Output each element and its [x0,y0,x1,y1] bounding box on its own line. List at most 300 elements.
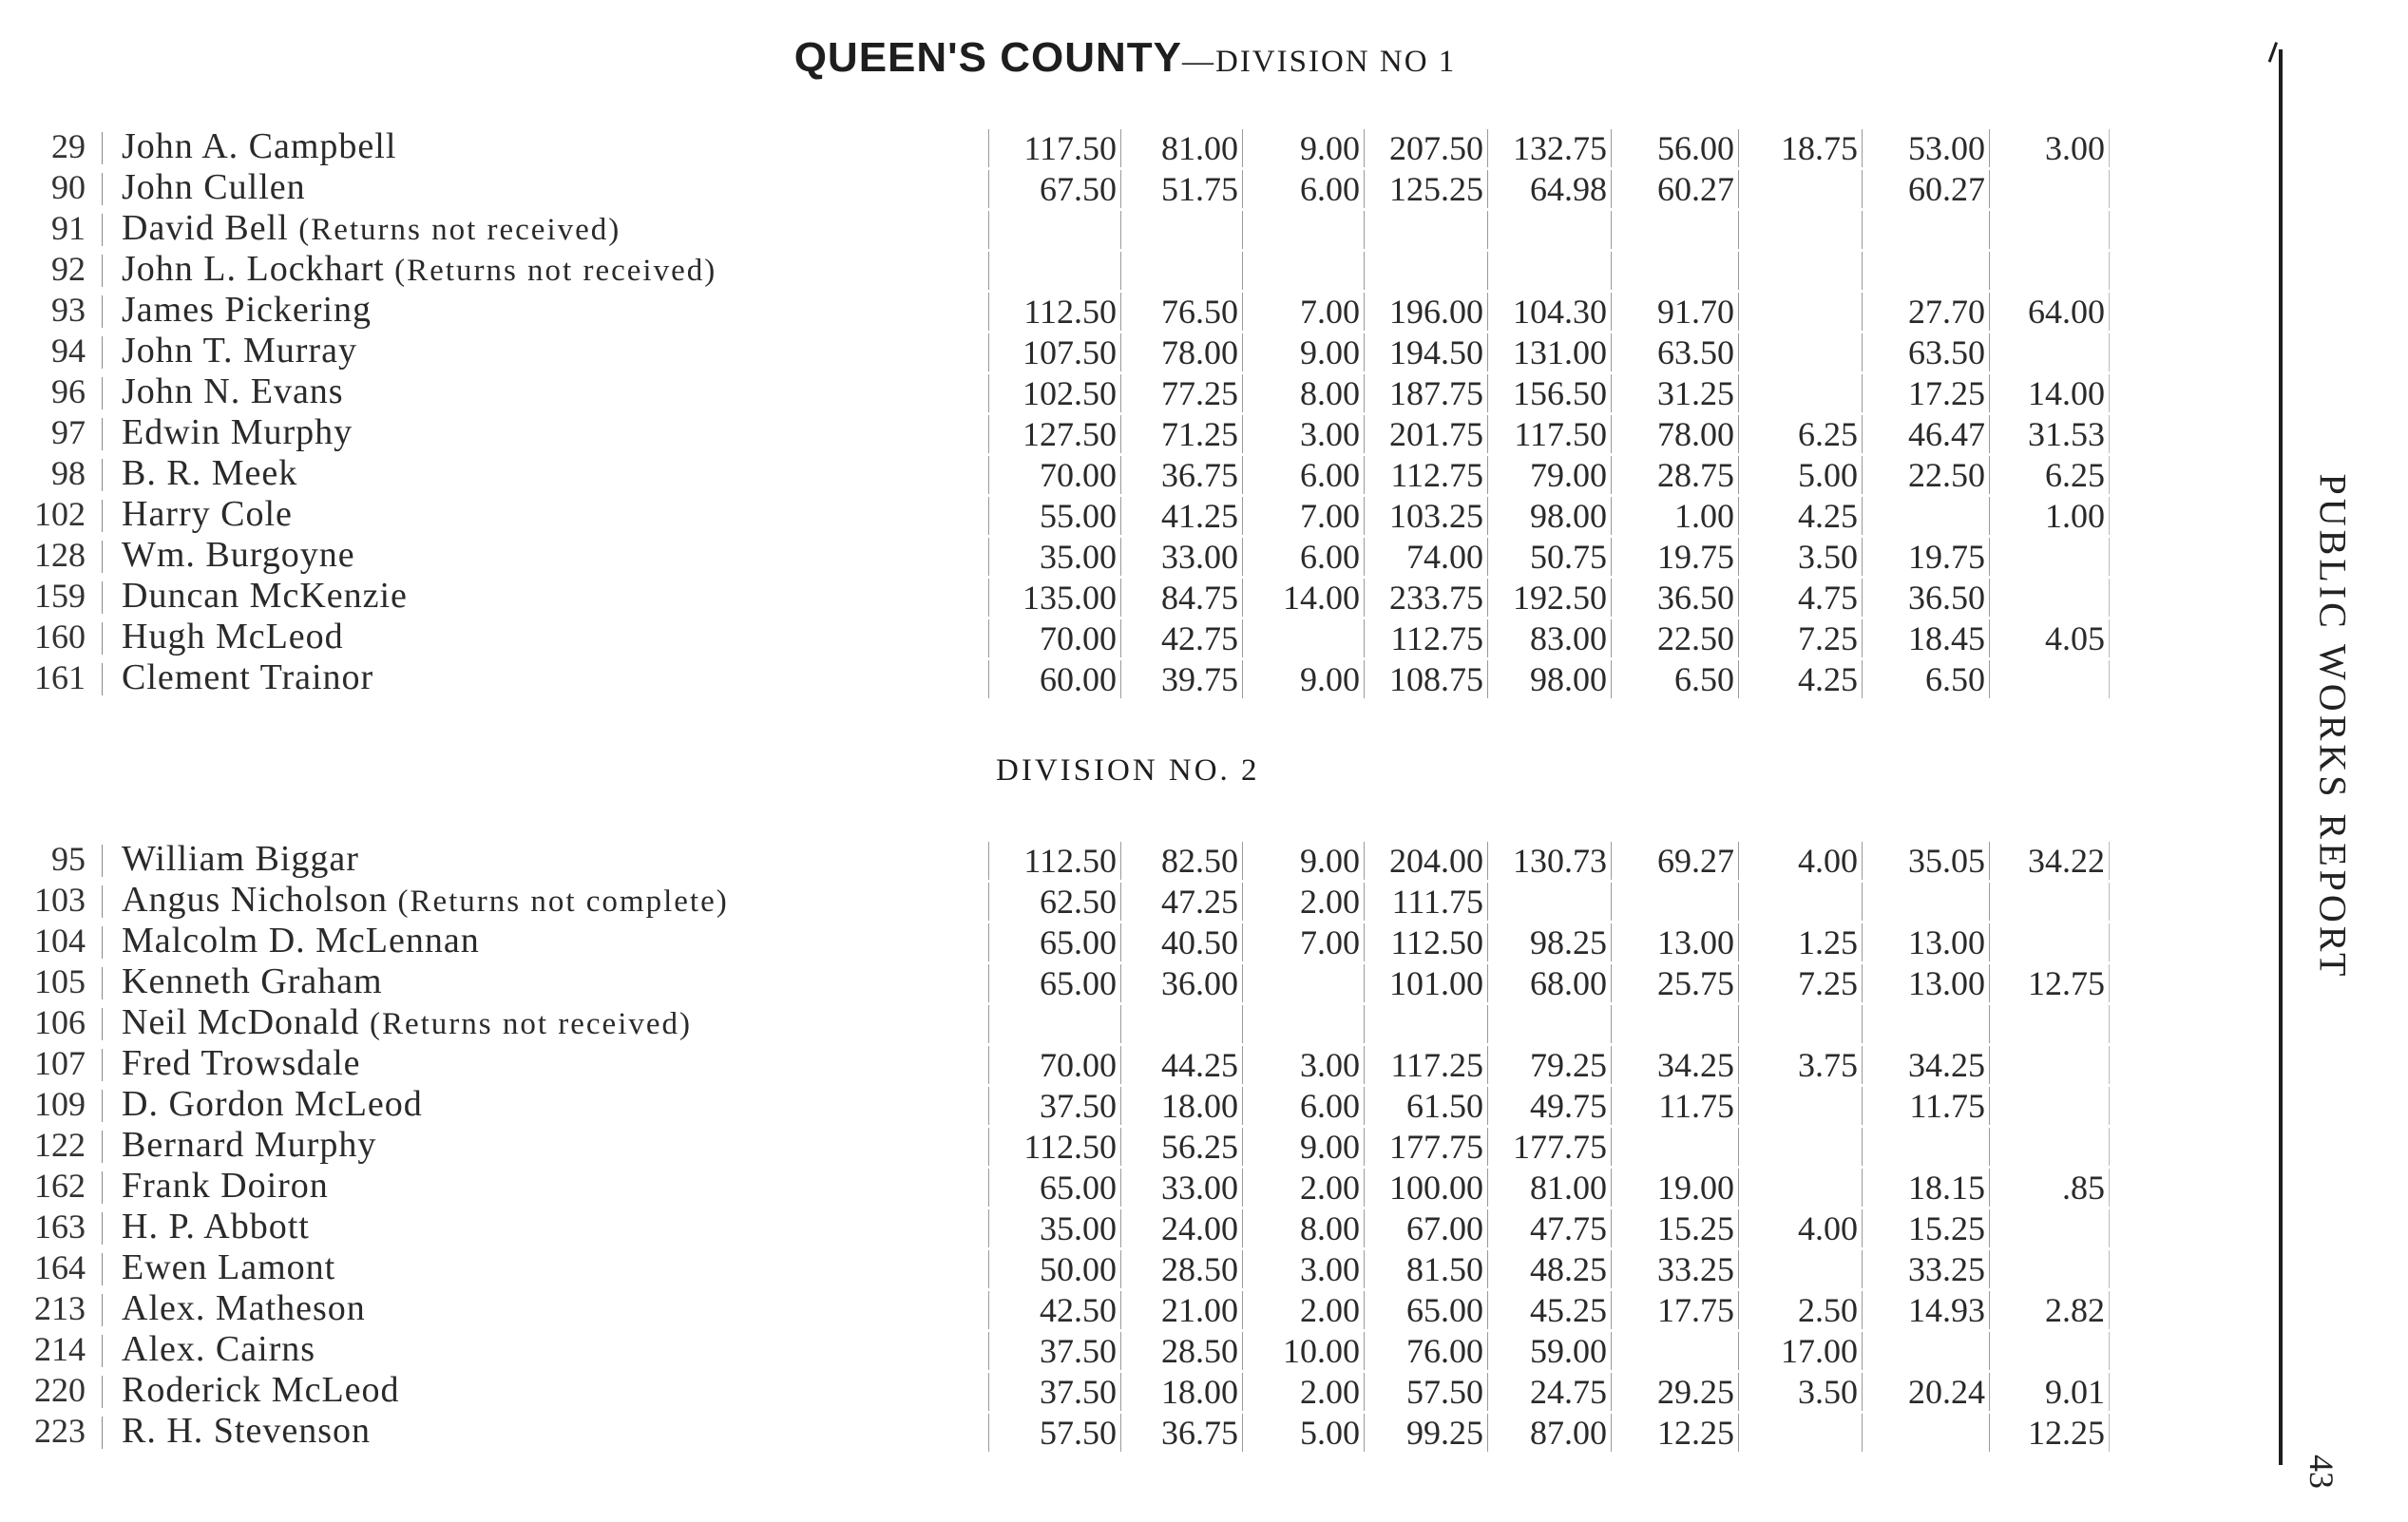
amount-cell: 29.25 [1612,1373,1739,1411]
road-number: 98 [51,454,86,492]
amount-cell: 6.00 [1243,538,1365,576]
table-row [0,1329,2129,1370]
amount-cell: 9.00 [1243,660,1365,698]
amount-cell: 117.50 [1488,415,1612,453]
table-row [0,290,2129,331]
amount-cell: 76.50 [1121,293,1243,331]
amount-cell [1488,883,1612,921]
amount-cell: 17.00 [1739,1332,1863,1370]
amount-cell: 79.25 [1488,1046,1612,1084]
amount-cell: 59.00 [1488,1332,1612,1370]
amount-cell: 78.00 [1121,333,1243,371]
name-text: Hugh McLeod [122,617,344,656]
amount-cell: 4.05 [1990,619,2110,657]
road-number: 214 [34,1330,86,1368]
amount-cell [1863,252,1990,290]
amount-cell: 61.50 [1365,1087,1488,1125]
row-separator [102,1335,103,1367]
amount-cell: 11.75 [1863,1087,1990,1125]
amount-cell [1243,211,1365,249]
amount-cell [1488,252,1612,290]
amount-cell [1990,923,2110,961]
amount-cell [1365,252,1488,290]
running-title: PUBLIC WORKS REPORT [2311,473,2355,980]
road-number: 162 [34,1167,86,1205]
amount-cell [1990,1087,2110,1125]
road-number: 109 [34,1085,86,1123]
row-separator [102,1294,103,1326]
amount-cell: 3.00 [1243,1046,1365,1084]
amount-cell: 20.24 [1863,1373,1990,1411]
amount-cell [1863,1332,1990,1370]
amount-cell [1863,1005,1990,1043]
road-number: 223 [34,1412,86,1450]
overseer-name [122,331,357,371]
amount-cell: 63.50 [1612,333,1739,371]
amount-cell [1243,252,1365,290]
overseer-name [122,208,621,251]
amount-cell: 81.00 [1121,129,1243,167]
overseer-name [122,249,717,292]
amount-cell [1121,1005,1243,1043]
overseer-name [122,657,373,698]
amount-cell: 50.75 [1488,538,1612,576]
amount-cell: 156.50 [1488,374,1612,412]
amount-cell: 47.75 [1488,1209,1612,1247]
amount-cell: 41.25 [1121,497,1243,535]
amount-cell: 18.45 [1863,619,1990,657]
amount-cell [1990,170,2110,208]
amount-cell: 53.00 [1863,129,1990,167]
amount-cell: 51.75 [1121,170,1243,208]
amount-cell [1990,1046,2110,1084]
row-separator [102,622,103,655]
amount-cell: 6.25 [1739,415,1863,453]
amount-cell: 204.00 [1365,842,1488,880]
amount-cell [1863,1414,1990,1452]
amount-cell: 24.75 [1488,1373,1612,1411]
amount-cell [988,1005,1121,1043]
amount-cell: 87.00 [1488,1414,1612,1452]
row-separator [102,1212,103,1245]
name-text: Fred Trowsdale [122,1043,361,1083]
amount-cell [1612,883,1739,921]
amount-cell [988,252,1121,290]
amount-cell: 18.75 [1739,129,1863,167]
name-text: John N. Evans [122,371,344,411]
table-row [0,453,2129,494]
overseer-name [122,1125,376,1166]
name-text: B. R. Meek [122,453,298,493]
table-row [0,412,2129,453]
name-text: H. P. Abbott [122,1207,310,1246]
amount-cell [1990,252,2110,290]
name-text: Angus Nicholson [122,880,388,920]
amount-cell: 4.75 [1739,579,1863,617]
table-row [0,617,2129,657]
amount-cell: 125.25 [1365,170,1488,208]
overseer-name [122,961,383,1002]
table-row [0,1288,2129,1329]
amount-cell: 112.50 [988,1128,1121,1166]
amount-cell: 14.00 [1243,579,1365,617]
amount-cell [1365,1005,1488,1043]
overseer-name [122,453,297,494]
division-1-title: —DIVISION NO 1 [1181,45,1457,79]
name-text: Duncan McKenzie [122,576,408,616]
overseer-name [122,1043,361,1084]
amount-cell: 1.00 [1990,497,2110,535]
amount-cell: 34.22 [1990,842,2110,880]
page-number: 43 [2303,1455,2341,1489]
overseer-name [122,1166,329,1207]
name-text: John Cullen [122,167,306,207]
road-number: 122 [34,1126,86,1164]
amount-cell: 6.50 [1612,660,1739,698]
amount-cell: 6.00 [1243,1087,1365,1125]
returns-note: (Returns not received) [298,213,621,247]
row-separator [102,173,103,205]
amount-cell: 19.00 [1612,1169,1739,1207]
amount-cell: 3.75 [1739,1046,1863,1084]
amount-cell: 3.00 [1990,129,2110,167]
table-row [0,167,2129,208]
amount-cell: 81.50 [1365,1250,1488,1288]
amount-cell: 36.75 [1121,456,1243,494]
table-row [0,1002,2129,1043]
row-separator [102,926,103,959]
amount-cell [1243,619,1365,657]
amount-cell: 4.00 [1739,842,1863,880]
road-number: 161 [34,658,86,696]
amount-cell: 77.25 [1121,374,1243,412]
amount-cell: 42.75 [1121,619,1243,657]
road-number: 92 [51,250,86,288]
amount-cell: 31.53 [1990,415,2110,453]
name-text: Harry Cole [122,494,293,534]
name-text: James Pickering [122,290,373,330]
amount-cell: 47.25 [1121,883,1243,921]
amount-cell [1121,211,1243,249]
amount-cell: 6.50 [1863,660,1990,698]
amount-cell [1612,1128,1739,1166]
name-text: Alex. Cairns [122,1329,316,1369]
name-text: Alex. Matheson [122,1288,366,1328]
road-number: 94 [51,332,86,370]
amount-cell: 7.25 [1739,964,1863,1002]
amount-cell: 44.25 [1121,1046,1243,1084]
amount-cell [1990,1332,2110,1370]
amount-cell: 18.00 [1121,1087,1243,1125]
name-text: Edwin Murphy [122,412,354,452]
amount-cell: 27.70 [1863,293,1990,331]
amount-cell: 31.25 [1612,374,1739,412]
overseer-name [122,126,396,167]
overseer-name [122,412,353,453]
road-number: 213 [34,1289,86,1327]
amount-cell: 201.75 [1365,415,1488,453]
amount-cell: 107.50 [988,333,1121,371]
amount-cell [1612,211,1739,249]
amount-cell [1739,1414,1863,1452]
amount-cell: 15.25 [1612,1209,1739,1247]
amount-cell [1739,170,1863,208]
table-row [0,576,2129,617]
amount-cell: 130.73 [1488,842,1612,880]
road-number: 164 [34,1248,86,1286]
amount-cell [1739,293,1863,331]
amount-cell: 3.50 [1739,1373,1863,1411]
amount-cell: 2.00 [1243,1291,1365,1329]
amount-cell: 187.75 [1365,374,1488,412]
amount-cell: 42.50 [988,1291,1121,1329]
amount-cell: 9.00 [1243,842,1365,880]
overseer-name [122,535,355,576]
amount-cell: 5.00 [1739,456,1863,494]
amount-cell: 64.98 [1488,170,1612,208]
amount-cell: 21.00 [1121,1291,1243,1329]
name-text: Bernard Murphy [122,1125,377,1165]
name-text: John A. Campbell [122,126,397,166]
amount-cell: 17.75 [1612,1291,1739,1329]
amount-cell [1863,211,1990,249]
amount-cell [1488,1005,1612,1043]
row-separator [102,1171,103,1204]
amount-cell: 18.15 [1863,1169,1990,1207]
amount-cell: 7.25 [1739,619,1863,657]
page-heading [0,34,2250,82]
amount-cell: 33.25 [1863,1250,1990,1288]
amount-cell: 132.75 [1488,129,1612,167]
name-text: Roderick McLeod [122,1370,400,1410]
amount-cell: 3.00 [1243,415,1365,453]
amount-cell: 81.00 [1488,1169,1612,1207]
amount-cell [1990,333,2110,371]
road-number: 95 [51,840,86,878]
road-number: 90 [51,168,86,206]
amount-cell [1739,1005,1863,1043]
amount-cell [1739,883,1863,921]
table-row [0,535,2129,576]
row-separator [102,1417,103,1449]
road-number: 159 [34,577,86,615]
name-text: John T. Murray [122,331,357,371]
name-text: John L. Lockhart [122,249,385,289]
amount-cell [1990,1005,2110,1043]
amount-cell [1739,1169,1863,1207]
amount-cell: 194.50 [1365,333,1488,371]
amount-cell: 63.50 [1863,333,1990,371]
overseer-name [122,371,344,412]
amount-cell: 35.00 [988,1209,1121,1247]
amount-cell: 76.00 [1365,1332,1488,1370]
amount-cell: 177.75 [1488,1128,1612,1166]
amount-cell: 34.25 [1612,1046,1739,1084]
amount-cell [1990,883,2110,921]
amount-cell: 37.50 [988,1087,1121,1125]
row-separator [102,214,103,246]
road-number: 93 [51,291,86,329]
amount-cell [1990,1128,2110,1166]
amount-cell: 36.50 [1612,579,1739,617]
amount-cell [1243,964,1365,1002]
table-row [0,331,2129,371]
amount-cell: 3.00 [1243,1250,1365,1288]
amount-cell [1863,883,1990,921]
amount-cell: 117.50 [988,129,1121,167]
road-number: 220 [34,1371,86,1409]
row-separator [102,418,103,450]
table-row [0,1084,2129,1125]
row-separator [102,663,103,695]
row-separator [102,1253,103,1285]
amount-cell: 82.50 [1121,842,1243,880]
amount-cell: 56.00 [1612,129,1739,167]
table-row [0,126,2129,167]
amount-cell: 6.00 [1243,456,1365,494]
amount-cell: 4.00 [1739,1209,1863,1247]
amount-cell: 69.27 [1612,842,1739,880]
road-number: 96 [51,372,86,410]
amount-cell: 62.50 [988,883,1121,921]
table-row [0,208,2129,249]
amount-cell: 67.00 [1365,1209,1488,1247]
amount-cell: 60.27 [1863,170,1990,208]
table-row [0,1247,2129,1288]
amount-cell: 39.75 [1121,660,1243,698]
row-separator [102,541,103,573]
amount-cell: 131.00 [1488,333,1612,371]
amount-cell: 60.00 [988,660,1121,698]
amount-cell: .85 [1990,1169,2110,1207]
amount-cell: 7.00 [1243,497,1365,535]
table-row [0,880,2129,921]
name-text: William Biggar [122,839,359,879]
amount-cell: 6.25 [1990,456,2110,494]
road-number: 160 [34,618,86,656]
amount-cell: 14.93 [1863,1291,1990,1329]
amount-cell: 8.00 [1243,1209,1365,1247]
amount-cell: 177.75 [1365,1128,1488,1166]
amount-cell: 12.25 [1612,1414,1739,1452]
amount-cell: 233.75 [1365,579,1488,617]
amount-cell [1739,211,1863,249]
amount-cell: 70.00 [988,456,1121,494]
amount-cell: 108.75 [1365,660,1488,698]
amount-cell: 2.50 [1739,1291,1863,1329]
amount-cell: 7.00 [1243,923,1365,961]
name-text: D. Gordon McLeod [122,1084,423,1124]
row-separator [102,295,103,328]
amount-cell [1365,211,1488,249]
amount-cell: 37.50 [988,1332,1121,1370]
amount-cell: 79.00 [1488,456,1612,494]
amount-cell [1739,333,1863,371]
amount-cell: 12.75 [1990,964,2110,1002]
row-separator [102,500,103,532]
overseer-name [122,921,480,961]
amount-cell [1863,497,1990,535]
division-2-title: DIVISION NO. 2 [996,753,1260,788]
amount-cell [1990,1250,2110,1288]
amount-cell: 13.00 [1612,923,1739,961]
row-separator [102,459,103,491]
row-separator [102,885,103,918]
table-row [0,1166,2129,1207]
amount-cell: 3.50 [1739,538,1863,576]
amount-cell: 6.00 [1243,170,1365,208]
amount-cell [1612,252,1739,290]
amount-cell: 84.75 [1121,579,1243,617]
amount-cell: 11.75 [1612,1087,1739,1125]
row-separator [102,1008,103,1040]
road-number: 97 [51,413,86,451]
amount-cell [988,211,1121,249]
amount-cell: 98.25 [1488,923,1612,961]
overseer-name [122,576,408,617]
amount-cell [1739,1128,1863,1166]
amount-cell: 57.50 [1365,1373,1488,1411]
road-number: 105 [34,962,86,1000]
amount-cell: 65.00 [1365,1291,1488,1329]
amount-cell: 55.00 [988,497,1121,535]
row-separator [102,1049,103,1081]
amount-cell: 36.75 [1121,1414,1243,1452]
overseer-name [122,290,372,331]
amount-cell [1863,1128,1990,1166]
road-number: 107 [34,1044,86,1082]
overseer-name [122,617,344,657]
row-separator [102,255,103,287]
amount-cell: 36.50 [1863,579,1990,617]
amount-cell: 40.50 [1121,923,1243,961]
amount-cell: 24.00 [1121,1209,1243,1247]
amount-cell [1739,1250,1863,1288]
amount-cell: 1.00 [1612,497,1739,535]
amount-cell: 28.50 [1121,1332,1243,1370]
road-number: 163 [34,1208,86,1246]
road-number: 104 [34,922,86,960]
amount-cell: 67.50 [988,170,1121,208]
road-number: 106 [34,1003,86,1041]
amount-cell: 112.75 [1365,456,1488,494]
amount-cell: 45.25 [1488,1291,1612,1329]
amount-cell: 13.00 [1863,964,1990,1002]
amount-cell [1121,252,1243,290]
returns-note: (Returns not complete) [397,885,729,919]
amount-cell: 127.50 [988,415,1121,453]
row-separator [102,377,103,409]
amount-cell: 8.00 [1243,374,1365,412]
overseer-name [122,1329,315,1370]
amount-cell: 135.00 [988,579,1121,617]
amount-cell: 91.70 [1612,293,1739,331]
amount-cell: 28.50 [1121,1250,1243,1288]
name-text: Clement Trainor [122,657,374,697]
amount-cell: 33.25 [1612,1250,1739,1288]
road-number: 128 [34,536,86,574]
amount-cell: 35.05 [1863,842,1990,880]
amount-cell: 9.01 [1990,1373,2110,1411]
amount-cell: 196.00 [1365,293,1488,331]
amount-cell [1612,1332,1739,1370]
amount-cell: 207.50 [1365,129,1488,167]
amount-cell: 111.75 [1365,883,1488,921]
road-number: 91 [51,209,86,247]
amount-cell: 33.00 [1121,1169,1243,1207]
amount-cell: 192.50 [1488,579,1612,617]
amount-cell: 14.00 [1990,374,2110,412]
